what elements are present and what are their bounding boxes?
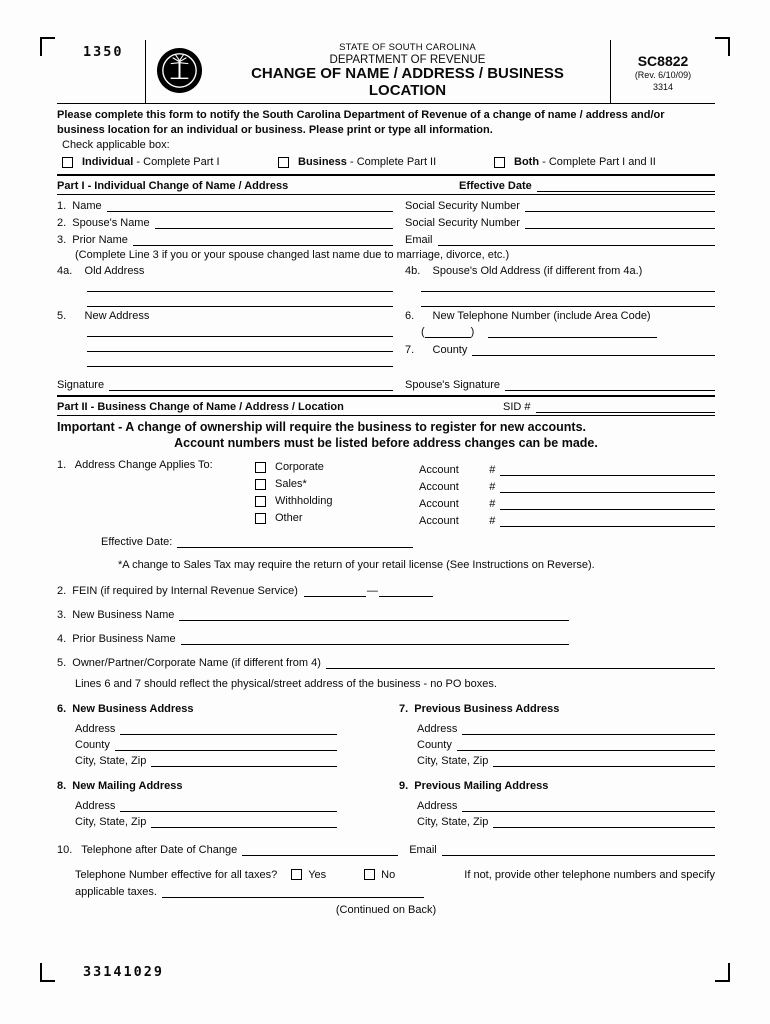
form-code: 3314 — [652, 81, 674, 92]
new-business-county-row — [75, 735, 337, 751]
new-address-label: 5. New Address — [57, 310, 150, 323]
part1-title: Part I - Individual Change of Name / Address — [57, 180, 289, 193]
yes-checkbox[interactable] — [291, 869, 302, 880]
sid-label: SID # — [503, 401, 531, 414]
spouse-ssn-line[interactable] — [525, 216, 715, 229]
ssn-label: Social Security Number — [405, 200, 520, 213]
new-address-block — [57, 310, 715, 367]
business-checkbox[interactable] — [278, 157, 289, 168]
signature-row — [57, 378, 715, 391]
owner-name-label: 5. Owner/Partner/Corporate Name (if different from 4) — [57, 656, 321, 669]
county-row — [405, 340, 715, 356]
old-address-line-1[interactable] — [87, 277, 393, 292]
withholding-label: Withholding — [275, 495, 333, 508]
new-phone-label: 6. New Telephone Number (include Area Code) — [405, 310, 651, 323]
corporate-checkbox[interactable] — [255, 462, 266, 473]
line3-note: (Complete Line 3 if you or your spouse changed last name due to marriage, divorce, etc.) — [75, 249, 510, 262]
department-line: DEPARTMENT OF REVENUE — [329, 53, 486, 66]
previous-business-county-label: County — [417, 738, 452, 751]
business-label-bold: Business — [298, 156, 347, 169]
previous-business-city-line[interactable] — [493, 754, 715, 767]
part2-effective-date-label: Effective Date: — [101, 535, 173, 548]
telephone-question-row — [75, 869, 715, 881]
part1-row-spouse-name — [57, 216, 715, 229]
account-number-line-1[interactable] — [500, 463, 715, 476]
both-checkbox[interactable] — [494, 157, 505, 168]
sales-tax-note: *A change to Sales Tax may require the return of your retail license (See Instructions on Reverse). — [118, 558, 595, 571]
option-sales — [255, 476, 419, 493]
corner-mark-top-left — [40, 37, 55, 56]
phone-after-change-line[interactable] — [242, 843, 398, 856]
option-both — [494, 156, 710, 168]
new-mailing-city-row — [75, 812, 337, 828]
business-label-rest: - Complete Part II — [346, 156, 437, 169]
account-row-3 — [419, 493, 715, 510]
account-row-1 — [419, 459, 715, 476]
previous-mailing-address-label: Address — [417, 799, 458, 812]
corner-mark-bottom-right — [715, 963, 730, 982]
header-rule — [57, 103, 715, 104]
new-address-line-1[interactable] — [87, 322, 393, 337]
new-mailing-address-label: Address — [75, 799, 116, 812]
ssn-line[interactable] — [525, 199, 715, 212]
applicable-taxes-line[interactable] — [162, 885, 424, 898]
telephone-question-label: Telephone Number effective for all taxes? — [75, 868, 278, 881]
telephone-question-block — [75, 869, 715, 898]
both-label-bold: Both — [514, 156, 540, 169]
state-seal-logo — [156, 47, 203, 94]
prior-business-name-label: 4. Prior Business Name — [57, 632, 176, 645]
account-number-line-4[interactable] — [500, 514, 715, 527]
part1-row-name — [57, 199, 715, 212]
new-business-name-label: 3. New Business Name — [57, 608, 175, 621]
spouse-old-address-label: 4b. Spouse's Old Address (if different from 4a.) — [405, 265, 643, 278]
phone-open-paren: ( — [421, 326, 425, 339]
email-after-change-line[interactable] — [442, 843, 715, 856]
form-content — [57, 40, 715, 916]
county-label: 7. County — [405, 344, 468, 357]
name-label: 1. Name — [57, 200, 102, 213]
new-business-name-row — [57, 608, 715, 621]
account-number-line-2[interactable] — [500, 480, 715, 493]
account-number-line-3[interactable] — [500, 497, 715, 510]
new-business-address-row — [75, 719, 337, 735]
part2-title: Part II - Business Change of Name / Address / Location — [57, 401, 344, 414]
business-address-block — [57, 703, 715, 767]
important-line1: Important - A change of ownership will require the business to register for new accounts. — [57, 420, 587, 435]
option-individual — [62, 156, 278, 168]
previous-business-address-line[interactable] — [462, 722, 715, 735]
fein-line-1[interactable] — [304, 584, 366, 597]
new-business-city-label: City, State, Zip — [75, 754, 147, 767]
previous-business-address-title: 7. Previous Business Address — [399, 702, 560, 715]
phone-after-change-row — [57, 843, 715, 856]
form-header — [57, 40, 715, 103]
part1-header-rule — [57, 194, 715, 195]
new-mailing-city-line[interactable] — [151, 815, 337, 828]
top-form-code: 1350 — [83, 44, 124, 60]
account-row-2 — [419, 476, 715, 493]
sid-line[interactable] — [536, 400, 715, 413]
phone-entry-row — [421, 322, 715, 338]
phone-after-change-label: 10. Telephone after Date of Change — [57, 843, 238, 856]
account-label-4: Account # — [419, 514, 496, 527]
withholding-checkbox[interactable] — [255, 496, 266, 507]
spouse-old-address-line-1[interactable] — [421, 277, 715, 292]
previous-mailing-address-line[interactable] — [462, 799, 715, 812]
new-business-county-line[interactable] — [115, 738, 337, 751]
applicable-taxes-row — [75, 885, 715, 898]
applies-label: 1. Address Change Applies To: — [57, 458, 213, 471]
owner-name-line[interactable] — [326, 656, 715, 669]
address-change-applies-block — [57, 459, 715, 527]
fein-row — [57, 584, 715, 597]
email-label: Email — [405, 234, 433, 247]
previous-mailing-city-line[interactable] — [493, 815, 715, 828]
new-business-county-label: County — [75, 738, 110, 751]
part2-header — [57, 397, 715, 415]
option-business — [278, 156, 494, 168]
no-label: No — [381, 868, 396, 881]
prior-business-name-line[interactable] — [181, 632, 569, 645]
state-line: STATE OF SOUTH CAROLINA — [339, 41, 476, 53]
prior-name-label: 3. Prior Name — [57, 234, 128, 247]
header-center — [146, 40, 610, 103]
form-revision: (Rev. 6/10/09) — [634, 70, 692, 81]
form-id-box — [611, 40, 715, 103]
signature-line[interactable] — [109, 378, 393, 391]
part1-header — [57, 176, 715, 194]
individual-label-rest: - Complete Part I — [133, 156, 220, 169]
continued-on-back: (Continued on Back) — [335, 903, 437, 916]
previous-business-city-row — [417, 751, 715, 767]
new-business-address-label: Address — [75, 722, 116, 735]
area-code-line[interactable] — [425, 325, 471, 338]
account-label-2: Account # — [419, 480, 496, 493]
other-checkbox[interactable] — [255, 513, 266, 524]
applies-checkboxes — [255, 459, 419, 527]
both-label-rest: - Complete Part I and II — [539, 156, 656, 169]
form-number: SC8822 — [637, 53, 689, 69]
new-business-city-line[interactable] — [151, 754, 337, 767]
spouse-signature-label: Spouse's Signature — [405, 379, 501, 392]
spouse-name-line[interactable] — [155, 216, 393, 229]
new-mailing-address-row — [75, 796, 337, 812]
previous-business-address-row — [417, 719, 715, 735]
corporate-label: Corporate — [275, 461, 324, 474]
part2-effective-date-line[interactable] — [177, 535, 413, 548]
form-title-line1: CHANGE OF NAME / ADDRESS / BUSINESS — [251, 65, 564, 83]
option-withholding — [255, 493, 419, 510]
sales-label: Sales* — [275, 478, 307, 491]
new-mailing-address-title: 8. New Mailing Address — [57, 779, 183, 792]
new-business-city-row — [75, 751, 337, 767]
new-address-line-3[interactable] — [87, 352, 393, 367]
important-line2: Account numbers must be listed before address changes can be made. — [174, 436, 598, 451]
new-business-address-line[interactable] — [120, 722, 337, 735]
if-not-note: If not, provide other telephone numbers and specify — [464, 868, 715, 881]
form-instructions: Please complete this form to notify the South Carolina Department of Revenue of a change of name / address and/or business location for an individual or business. Please print or type all information. — [57, 109, 665, 136]
physical-address-note: Lines 6 and 7 should reflect the physical/street address of the business - no PO boxes. — [75, 677, 497, 690]
corner-mark-top-right — [715, 37, 730, 56]
previous-business-city-label: City, State, Zip — [417, 754, 489, 767]
previous-business-county-row — [417, 735, 715, 751]
old-address-block — [57, 265, 715, 307]
check-applicable-label: Check applicable box: — [62, 139, 170, 152]
important-notice — [57, 419, 715, 452]
previous-mailing-address-row — [417, 796, 715, 812]
account-label-1: Account # — [419, 463, 496, 476]
account-row-4 — [419, 510, 715, 527]
fein-separator: — — [366, 584, 378, 597]
individual-checkbox[interactable] — [62, 157, 73, 168]
previous-business-address-label: Address — [417, 722, 458, 735]
spouse-old-address-line-2[interactable] — [421, 292, 715, 307]
form-title-line2: LOCATION — [368, 82, 447, 100]
effective-date-label: Effective Date — [459, 180, 532, 193]
spouse-signature-line[interactable] — [505, 378, 715, 391]
previous-mailing-address-title: 9. Previous Mailing Address — [399, 779, 549, 792]
new-address-line-2[interactable] — [87, 337, 393, 352]
new-mailing-city-label: City, State, Zip — [75, 815, 147, 828]
fein-line-2[interactable] — [379, 584, 433, 597]
applicable-taxes-label: applicable taxes. — [75, 885, 157, 898]
part2-header-rule — [57, 415, 715, 416]
previous-mailing-city-label: City, State, Zip — [417, 815, 489, 828]
yes-label: Yes — [308, 868, 327, 881]
owner-name-row — [57, 656, 715, 669]
fein-label: 2. FEIN (if required by Internal Revenue Service) — [57, 584, 298, 597]
prior-name-line[interactable] — [133, 233, 393, 246]
mailing-address-block — [57, 780, 715, 828]
sales-checkbox[interactable] — [255, 479, 266, 490]
previous-business-county-line[interactable] — [457, 738, 715, 751]
other-label: Other — [275, 512, 303, 525]
account-label-3: Account # — [419, 497, 496, 510]
name-line[interactable] — [107, 199, 393, 212]
new-business-address-title: 6. New Business Address — [57, 702, 194, 715]
spouse-name-label: 2. Spouse's Name — [57, 217, 150, 230]
part1-row-prior-name — [57, 233, 715, 246]
individual-label-bold: Individual — [82, 156, 134, 169]
old-address-line-2[interactable] — [87, 292, 393, 307]
email-after-change-label: Email — [409, 843, 437, 856]
spouse-ssn-label: Social Security Number — [405, 217, 520, 230]
email-line[interactable] — [438, 233, 715, 246]
new-business-name-line[interactable] — [179, 608, 569, 621]
effective-date-line[interactable] — [537, 179, 715, 192]
new-mailing-address-line[interactable] — [120, 799, 337, 812]
prior-business-name-row — [57, 632, 715, 645]
phone-number-line[interactable] — [488, 325, 657, 338]
account-number-list — [419, 459, 715, 527]
bottom-form-code: 33141029 — [83, 964, 165, 980]
corner-mark-bottom-left — [40, 963, 55, 982]
phone-close-paren: ) — [470, 326, 475, 339]
option-other — [255, 510, 419, 527]
part2-effective-date-row — [101, 535, 413, 548]
option-corporate — [255, 459, 419, 476]
applicable-options-row — [62, 156, 715, 168]
old-address-label: 4a. Old Address — [57, 265, 145, 278]
county-line[interactable] — [472, 343, 715, 356]
previous-mailing-city-row — [417, 812, 715, 828]
signature-label: Signature — [57, 379, 105, 392]
no-checkbox[interactable] — [364, 869, 375, 880]
header-titles — [205, 43, 610, 100]
